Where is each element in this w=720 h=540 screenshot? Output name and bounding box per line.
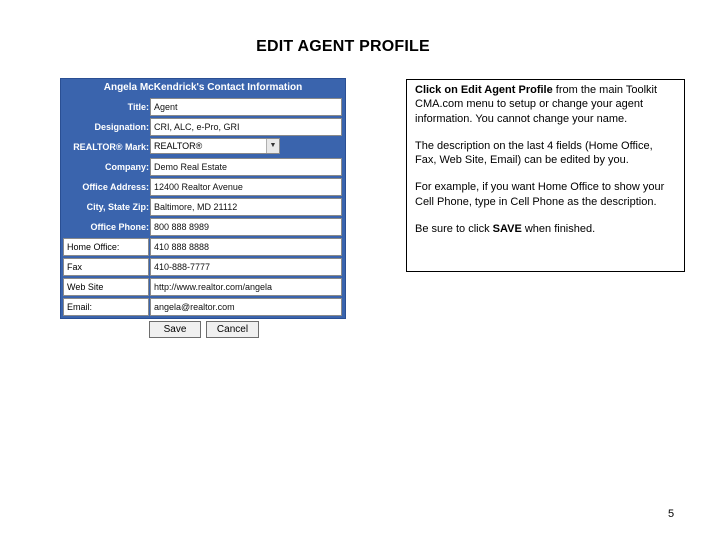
fax-label-input[interactable]: Fax (63, 258, 149, 276)
realtor-mark-value: REALTOR® (154, 141, 203, 151)
office-phone-label: Office Phone: (90, 222, 149, 232)
email-label-input[interactable]: Email: (63, 298, 149, 316)
designation-input[interactable]: CRI, ALC, e-Pro, GRI (150, 118, 342, 136)
contact-info-panel (60, 78, 346, 319)
instruction-paragraph-4 (415, 222, 676, 236)
instruction-text: from the main Toolkit CMA.com menu to setup or change your agent information. You cannot change your name. (415, 84, 658, 125)
instruction-paragraph-2: The description on the last 4 fields (Home Office, Fax, Web Site, Email) can be edited by you. (415, 139, 653, 167)
office-phone-input[interactable]: 800 888 8989 (150, 218, 342, 236)
instruction-paragraph-3: For example, if you want Home Office to show your Cell Phone, type in Cell Phone as the description. (415, 181, 665, 208)
fax-input[interactable]: 410-888-7777 (150, 258, 342, 276)
row-realtor-mark (61, 138, 347, 157)
chevron-down-icon[interactable]: ▼ (266, 139, 279, 153)
designation-label: Designation: (94, 122, 149, 132)
row-designation (61, 118, 347, 137)
office-address-input[interactable]: 12400 Realtor Avenue (150, 178, 342, 196)
email-input[interactable]: angela@realtor.com (150, 298, 342, 316)
panel-header: Angela McKendrick's Contact Information (103, 82, 303, 93)
home-office-input[interactable]: 410 888 8888 (150, 238, 342, 256)
company-label: Company: (104, 162, 149, 172)
cancel-button[interactable]: Cancel (206, 321, 259, 338)
row-office-phone (61, 218, 347, 237)
realtor-mark-label: REALTOR® Mark: (73, 142, 149, 152)
save-button[interactable]: Save (149, 321, 201, 338)
row-company (61, 158, 347, 177)
home-office-label-input[interactable]: Home Office: (63, 238, 149, 256)
title-label: Title: (127, 102, 149, 112)
page-number: 5 (668, 508, 675, 520)
row-web-site (61, 278, 347, 297)
city-state-zip-label: City, State Zip: (86, 202, 149, 212)
instruction-emphasis: Click on Edit Agent Profile (415, 84, 553, 96)
row-email (61, 298, 347, 317)
page-title: EDIT AGENT PROFILE (256, 38, 430, 55)
city-state-zip-input[interactable]: Baltimore, MD 21112 (150, 198, 342, 216)
instruction-paragraph-1 (415, 83, 676, 126)
instruction-text: Be sure to click (415, 223, 493, 236)
row-home-office (61, 238, 347, 257)
company-input[interactable]: Demo Real Estate (150, 158, 342, 176)
row-city-state-zip (61, 198, 347, 217)
instruction-text: when finished. (521, 223, 596, 236)
realtor-mark-select[interactable] (150, 138, 280, 154)
web-site-input[interactable]: http://www.realtor.com/angela (150, 278, 342, 296)
row-title (61, 98, 347, 117)
row-office-address (61, 178, 347, 197)
instruction-emphasis: SAVE (492, 223, 522, 236)
row-fax (61, 258, 347, 277)
title-input[interactable]: Agent (150, 98, 342, 116)
instructions-box (406, 79, 685, 272)
web-site-label-input[interactable]: Web Site (63, 278, 149, 296)
office-address-label: Office Address: (82, 182, 149, 192)
